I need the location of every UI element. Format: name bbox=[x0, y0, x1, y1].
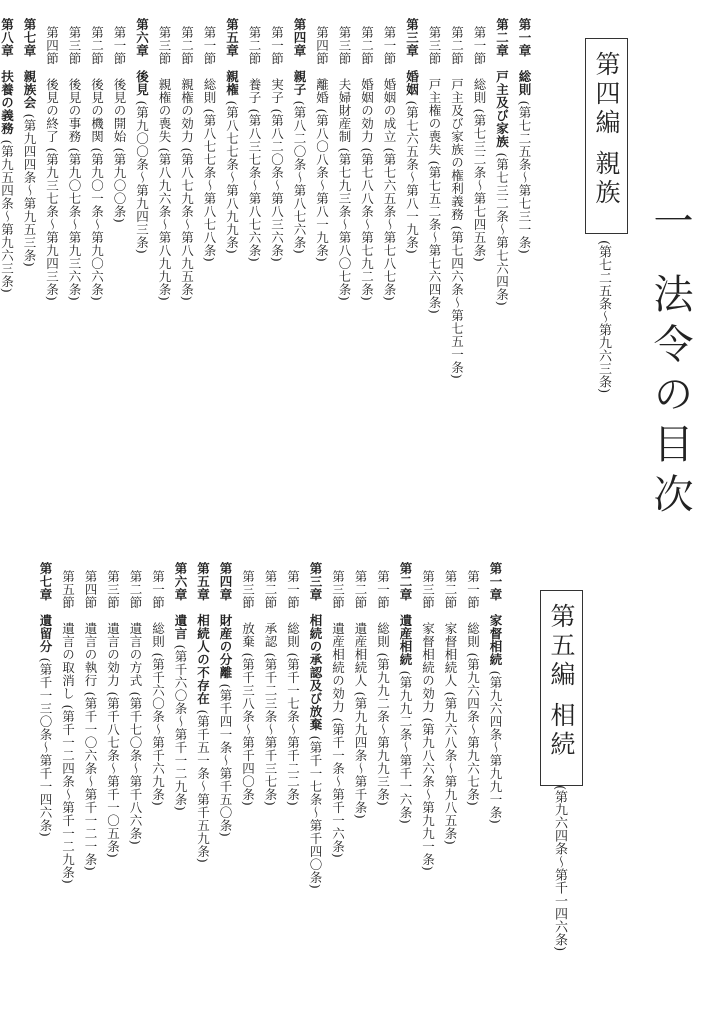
toc-name: 家督相続人 bbox=[443, 621, 458, 687]
toc-name: 親権の喪失 bbox=[157, 77, 172, 143]
toc-label: 第六章 bbox=[173, 562, 188, 601]
toc-name: 親子 bbox=[292, 70, 307, 96]
toc-section bbox=[468, 18, 491, 379]
toc-name: 遺言の取消し bbox=[60, 621, 76, 700]
toc-section bbox=[40, 18, 63, 379]
toc-label: 第二節 bbox=[179, 25, 195, 65]
toc-range: (第千一条～第千一六条) bbox=[330, 716, 346, 858]
toc-name: 後見の事務 bbox=[67, 77, 82, 143]
toc-label: 第三節 bbox=[157, 25, 172, 65]
toc-section bbox=[146, 562, 169, 889]
toc-label: 第五節 bbox=[60, 569, 76, 609]
toc-range: (第八三七条～第八七六条) bbox=[247, 107, 262, 262]
toc-label: 第二章 bbox=[398, 562, 413, 601]
toc-label: 第一節 bbox=[472, 25, 487, 65]
toc-chapter bbox=[220, 18, 243, 379]
toc-label: 第一節 bbox=[285, 569, 301, 609]
part-5-toc bbox=[34, 562, 507, 889]
toc-range: (第八〇八条～第八一九条) bbox=[314, 107, 330, 262]
toc-range: (第七九三条～第八〇七条) bbox=[337, 146, 352, 301]
toc-label: 第七章 bbox=[22, 18, 37, 57]
toc-range: (第九〇一条～第九〇六条) bbox=[89, 146, 105, 301]
toc-section bbox=[56, 562, 79, 889]
toc-name: 夫婦財産制 bbox=[337, 77, 352, 143]
toc-label: 第一節 bbox=[382, 25, 397, 65]
toc-name: 総則 bbox=[375, 621, 391, 648]
toc-name: 後見 bbox=[134, 70, 150, 96]
toc-range: (第九九四条～第千条) bbox=[353, 690, 368, 819]
toc-section bbox=[326, 562, 349, 889]
toc-name: 後見の開始 bbox=[112, 77, 127, 143]
toc-label: 第二節 bbox=[449, 25, 465, 65]
toc-range: (第七六五条～第七八七条) bbox=[382, 146, 397, 301]
toc-name: 家督相続の効力 bbox=[420, 621, 436, 713]
toc-range: (第千二三条～第千三七条) bbox=[263, 651, 278, 806]
toc-range: (第七三二条～第七四五条) bbox=[472, 107, 487, 262]
toc-range: (第七五二条～第七六四条) bbox=[427, 159, 442, 314]
toc-section bbox=[259, 562, 282, 889]
toc-section bbox=[153, 18, 176, 379]
toc-name: 遺言の方式 bbox=[128, 621, 143, 687]
toc-chapter bbox=[18, 18, 41, 379]
toc-label: 第六章 bbox=[134, 18, 150, 57]
toc-name: 遺産相続人 bbox=[353, 621, 368, 687]
toc-section bbox=[310, 18, 333, 379]
toc-name: 遺言 bbox=[173, 614, 188, 640]
toc-range: (第七八八条～第七九二条) bbox=[359, 146, 375, 301]
toc-name: 遺言の効力 bbox=[105, 621, 121, 687]
toc-label: 第三節 bbox=[67, 25, 82, 65]
toc-name: 財産の分離 bbox=[218, 614, 233, 679]
toc-name: 戸主及び家族の権利義務 bbox=[449, 77, 465, 221]
part-5-range: (第九六四条～第千一四六条) bbox=[552, 785, 567, 952]
part-4-range: (第七二五条～第九六三条) bbox=[596, 240, 611, 394]
toc-name: 遺言の執行 bbox=[83, 621, 98, 687]
toc-section bbox=[101, 562, 124, 889]
toc-label: 第二節 bbox=[353, 569, 368, 609]
toc-name: 相続人の不存在 bbox=[195, 614, 211, 705]
toc-label: 第一節 bbox=[202, 25, 217, 65]
toc-name: 後見の終了 bbox=[44, 77, 60, 143]
toc-name: 遺留分 bbox=[38, 614, 53, 653]
toc-section bbox=[439, 562, 462, 889]
toc-name: 総則 bbox=[202, 77, 217, 104]
toc-chapter bbox=[394, 562, 417, 889]
toc-label: 第三節 bbox=[420, 569, 436, 609]
toc-range: (第九〇〇条) bbox=[112, 146, 127, 223]
toc-chapter bbox=[490, 18, 513, 379]
toc-range: (第七四六条～第七五一条) bbox=[449, 224, 465, 379]
toc-name: 総則 bbox=[285, 621, 301, 648]
toc-section bbox=[63, 18, 86, 379]
toc-label: 第一節 bbox=[150, 569, 166, 609]
toc-label: 第一節 bbox=[465, 569, 481, 609]
toc-range: (第千一二四条～第千一二九条) bbox=[60, 703, 76, 884]
toc-name: 親権の効力 bbox=[179, 77, 195, 143]
toc-label: 第五章 bbox=[224, 18, 240, 57]
toc-label: 第四章 bbox=[218, 562, 233, 601]
toc-range: (第九〇〇条～第九四三条) bbox=[134, 100, 150, 255]
toc-section bbox=[281, 562, 304, 889]
toc-range: (第九八六条～第九九一条) bbox=[420, 716, 436, 871]
toc-label: 第三章 bbox=[404, 18, 420, 57]
toc-range: (第九九二条～第千一六条) bbox=[398, 670, 413, 825]
toc-label: 第四節 bbox=[44, 25, 60, 65]
toc-name: 家督相続 bbox=[488, 614, 503, 666]
toc-name: 扶養の義務 bbox=[0, 70, 15, 135]
toc-range: (第八二〇条～第八三六条) bbox=[269, 107, 285, 262]
part-4-toc bbox=[0, 18, 535, 379]
toc-label: 第二節 bbox=[263, 569, 278, 609]
toc-chapter bbox=[288, 18, 311, 379]
toc-name: 総則 bbox=[150, 621, 166, 648]
toc-label: 第五章 bbox=[195, 562, 211, 601]
toc-label: 第三節 bbox=[330, 569, 346, 609]
toc-section bbox=[79, 562, 102, 889]
toc-range: (第千一〇六条～第千一二一条) bbox=[83, 690, 98, 871]
toc-name: 総則 bbox=[465, 621, 481, 648]
toc-section bbox=[378, 18, 401, 379]
toc-chapter bbox=[130, 18, 153, 379]
toc-section bbox=[85, 18, 108, 379]
toc-label: 第一章 bbox=[517, 18, 532, 57]
toc-range: (第千四一条～第千五〇条) bbox=[218, 683, 233, 838]
toc-range: (第千五一条～第千五九条) bbox=[195, 709, 211, 864]
toc-range: (第九三七条～第九四三条) bbox=[44, 146, 60, 301]
toc-label: 第三節 bbox=[105, 569, 121, 609]
toc-name: 婚姻の成立 bbox=[382, 77, 397, 143]
toc-range: (第千一三〇条～第千一四六条) bbox=[38, 657, 53, 838]
toc-label: 第一節 bbox=[375, 569, 391, 609]
toc-range: (第千三八条～第千四〇条) bbox=[240, 651, 256, 806]
toc-name: 婚姻の効力 bbox=[359, 77, 375, 143]
toc-name: 総則 bbox=[472, 77, 487, 104]
toc-chapter bbox=[304, 562, 327, 889]
toc-label: 第二節 bbox=[443, 569, 458, 609]
toc-chapter bbox=[34, 562, 57, 889]
toc-section bbox=[423, 18, 446, 379]
toc-range: (第八七七条～第八七八条) bbox=[202, 107, 217, 262]
page-title: 一 法令の目次 bbox=[647, 200, 693, 523]
toc-name: 戸主及び家族 bbox=[494, 70, 510, 148]
toc-label: 第二節 bbox=[359, 25, 375, 65]
toc-range: (第千一七条～第千二二条) bbox=[285, 651, 301, 806]
toc-range: (第九六四条～第九六七条) bbox=[465, 651, 481, 806]
toc-chapter bbox=[214, 562, 237, 889]
toc-name: 実子 bbox=[269, 77, 285, 104]
toc-chapter bbox=[191, 562, 214, 889]
toc-range: (第九四四条～第九五三条) bbox=[22, 113, 37, 268]
toc-range: (第千一七条～第千四〇条) bbox=[308, 735, 323, 890]
toc-range: (第千六〇条～第千六九条) bbox=[150, 651, 166, 806]
toc-label: 第七章 bbox=[38, 562, 53, 601]
toc-range: (第八九六条～第八九九条) bbox=[157, 146, 172, 301]
toc-section bbox=[355, 18, 378, 379]
toc-range: (第八七九条～第八九五条) bbox=[179, 146, 195, 301]
toc-range: (第七二五条～第七三一条) bbox=[517, 100, 532, 255]
part-5-title: 第五編 相続 bbox=[540, 590, 583, 786]
toc-name: 遺産相続 bbox=[398, 614, 413, 666]
toc-range: (第千八七条～第千一〇五条) bbox=[105, 690, 121, 858]
toc-label: 第三節 bbox=[240, 569, 256, 609]
toc-chapter bbox=[0, 18, 18, 379]
toc-section bbox=[265, 18, 288, 379]
toc-section bbox=[333, 18, 356, 379]
toc-label: 第三節 bbox=[337, 25, 352, 65]
toc-chapter bbox=[484, 562, 507, 889]
toc-range: (第千七〇条～第千八六条) bbox=[128, 690, 143, 845]
toc-range: (第九五四条～第九六三条) bbox=[0, 139, 15, 294]
toc-chapter bbox=[513, 18, 536, 379]
toc-label: 第三章 bbox=[308, 562, 323, 601]
toc-label: 第八章 bbox=[0, 18, 15, 57]
toc-name: 親族会 bbox=[22, 70, 37, 109]
part-4-title: 第四編 親族 bbox=[585, 38, 628, 234]
toc-range: (第七三二条～第七六四条) bbox=[494, 152, 510, 307]
toc-range: (第八二〇条～第八七六条) bbox=[292, 100, 307, 255]
toc-section bbox=[236, 562, 259, 889]
toc-section bbox=[416, 562, 439, 889]
toc-label: 第四章 bbox=[292, 18, 307, 57]
toc-range: (第九六八条～第九八五条) bbox=[443, 690, 458, 845]
toc-name: 親権 bbox=[224, 70, 240, 96]
toc-section bbox=[243, 18, 266, 379]
toc-label: 第二章 bbox=[494, 18, 510, 57]
toc-label: 第一節 bbox=[269, 25, 285, 65]
toc-range: (第八七七条～第八九九条) bbox=[224, 100, 240, 255]
toc-name: 総則 bbox=[517, 70, 532, 96]
toc-range: (第九〇七条～第九三六条) bbox=[67, 146, 82, 301]
toc-name: 戸主権の喪失 bbox=[427, 77, 442, 156]
toc-label: 第二節 bbox=[128, 569, 143, 609]
toc-section bbox=[198, 18, 221, 379]
toc-label: 第四節 bbox=[83, 569, 98, 609]
toc-label: 第四節 bbox=[314, 25, 330, 65]
toc-range: (第九六四条～第九九一条) bbox=[488, 670, 503, 825]
toc-label: 第二節 bbox=[247, 25, 262, 65]
toc-section bbox=[371, 562, 394, 889]
toc-label: 第二節 bbox=[89, 25, 105, 65]
toc-label: 第三節 bbox=[427, 25, 442, 65]
toc-section bbox=[445, 18, 468, 379]
toc-range: (第千六〇条～第千一二九条) bbox=[173, 644, 188, 812]
toc-range: (第七六五条～第八一九条) bbox=[404, 100, 420, 255]
toc-section bbox=[108, 18, 131, 379]
toc-chapter bbox=[169, 562, 192, 889]
toc-name: 遺産相続の効力 bbox=[330, 621, 346, 713]
toc-section bbox=[461, 562, 484, 889]
toc-name: 養子 bbox=[247, 77, 262, 104]
toc-name: 承認 bbox=[263, 621, 278, 648]
toc-label: 第一章 bbox=[488, 562, 503, 601]
toc-name: 後見の機関 bbox=[89, 77, 105, 143]
toc-chapter bbox=[400, 18, 423, 379]
toc-range: (第九九二条～第九九三条) bbox=[375, 651, 391, 806]
toc-name: 相続の承認及び放棄 bbox=[308, 614, 323, 731]
toc-label: 第一節 bbox=[112, 25, 127, 65]
toc-section bbox=[175, 18, 198, 379]
toc-section bbox=[124, 562, 147, 889]
toc-section bbox=[349, 562, 372, 889]
toc-name: 離婚 bbox=[314, 77, 330, 104]
toc-name: 放棄 bbox=[240, 621, 256, 648]
toc-name: 婚姻 bbox=[404, 70, 420, 96]
